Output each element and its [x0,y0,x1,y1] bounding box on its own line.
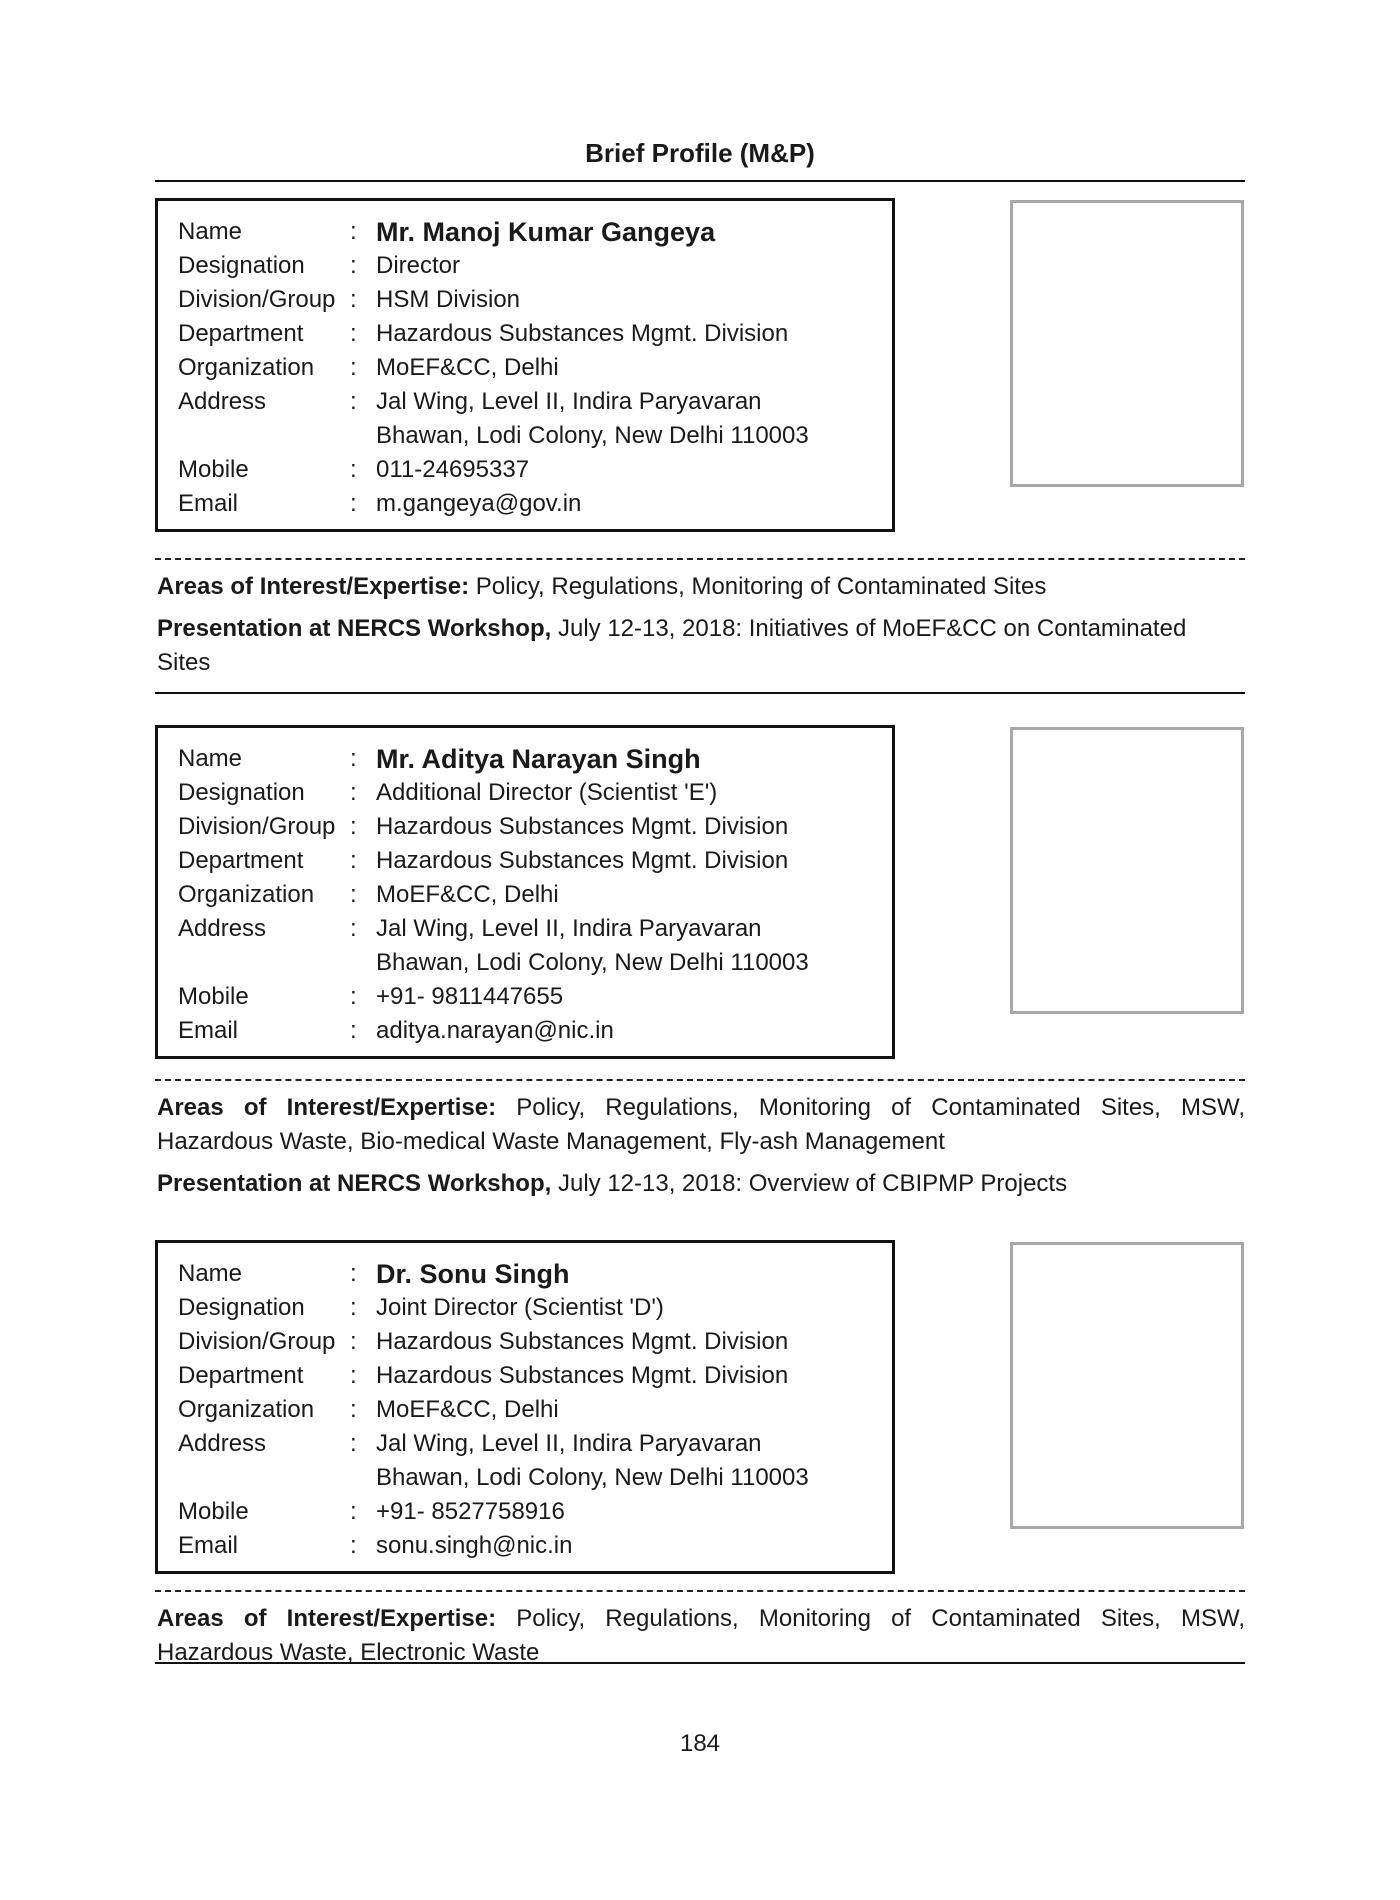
photo-placeholder [1010,727,1244,1014]
profile-card [155,198,895,532]
page-number: 184 [679,1730,721,1757]
field-mobile: Mobile : +91- 8527758916 [178,1498,565,1525]
title-rule [155,180,1245,182]
person-name: Dr. Sonu Singh [376,1259,570,1289]
field-department: Department : Hazardous Substances Mgmt. Division [178,1362,789,1389]
field-mobile: Mobile : +91- 9811447655 [178,983,564,1010]
field-division: Division/Group : Hazardous Substances Mgmt. Division [178,1328,789,1355]
person-name: Mr. Manoj Kumar Gangeya [376,217,716,247]
field-address: Address : Jal Wing, Level II, Indira Paryavaran [178,388,762,415]
presentation-info: Presentation at NERCS Workshop, July 12-13, 2018: Overview of CBIPMP Projects [157,1170,1068,1197]
field-email: Email : m.gangeya@gov.in [178,490,582,517]
field-name: Name : Mr. Aditya Narayan Singh [178,742,872,776]
dashed-separator [155,1590,1245,1592]
field-designation: Designation : Joint Director (Scientist 'D') [178,1294,664,1321]
field-address-cont: Bhawan, Lodi Colony, New Delhi 110003 [376,1464,809,1491]
field-name: Name : Mr. Manoj Kumar Gangeya [178,215,872,249]
field-email: Email : sonu.singh@nic.in [178,1532,573,1559]
field-organization: Organization : MoEF&CC, Delhi [178,354,559,381]
field-department: Department : Hazardous Substances Mgmt. Division [178,847,789,874]
field-designation: Designation : Additional Director (Scientist 'E') [178,779,718,806]
field-department: Department : Hazardous Substances Mgmt. Division [178,320,789,347]
field-organization: Organization : MoEF&CC, Delhi [178,881,559,908]
photo-placeholder [1010,1242,1244,1529]
section-rule [155,1662,1245,1664]
field-division: Division/Group : HSM Division [178,286,521,313]
field-address: Address : Jal Wing, Level II, Indira Paryavaran [178,1430,762,1457]
field-address: Address : Jal Wing, Level II, Indira Paryavaran [178,915,762,942]
field-division: Division/Group : Hazardous Substances Mgmt. Division [178,813,789,840]
areas-of-interest: Areas of Interest/Expertise: Policy, Regulations, Monitoring of Contaminated Sites, MSW, Hazardous Waste, Electronic Waste [157,1605,1245,1666]
field-mobile: Mobile : 011-24695337 [178,456,530,483]
areas-of-interest: Areas of Interest/Expertise: Policy, Regulations, Monitoring of Contaminated Sites [157,573,1047,600]
profile-card [155,725,895,1059]
page-title: Brief Profile (M&P) [585,138,815,168]
field-name: Name : Dr. Sonu Singh [178,1257,872,1291]
field-designation: Designation : Director [178,252,461,279]
dashed-separator [155,558,1245,560]
presentation-info: Presentation at NERCS Workshop, July 12-13, 2018: Initiatives of MoEF&CC on Contaminated Sites [157,615,1187,676]
person-name: Mr. Aditya Narayan Singh [376,744,701,774]
field-address-cont: Bhawan, Lodi Colony, New Delhi 110003 [376,949,809,976]
section-rule [155,692,1245,694]
field-email: Email : aditya.narayan@nic.in [178,1017,614,1044]
areas-of-interest: Areas of Interest/Expertise: Policy, Regulations, Monitoring of Contaminated Sites, MSW, Hazardous Waste, Bio-medical Waste Management, Fly-ash Management [157,1094,1245,1155]
profile-card [155,1240,895,1574]
photo-placeholder [1010,200,1244,487]
field-organization: Organization : MoEF&CC, Delhi [178,1396,559,1423]
field-address-cont: Bhawan, Lodi Colony, New Delhi 110003 [376,422,809,449]
dashed-separator [155,1079,1245,1081]
